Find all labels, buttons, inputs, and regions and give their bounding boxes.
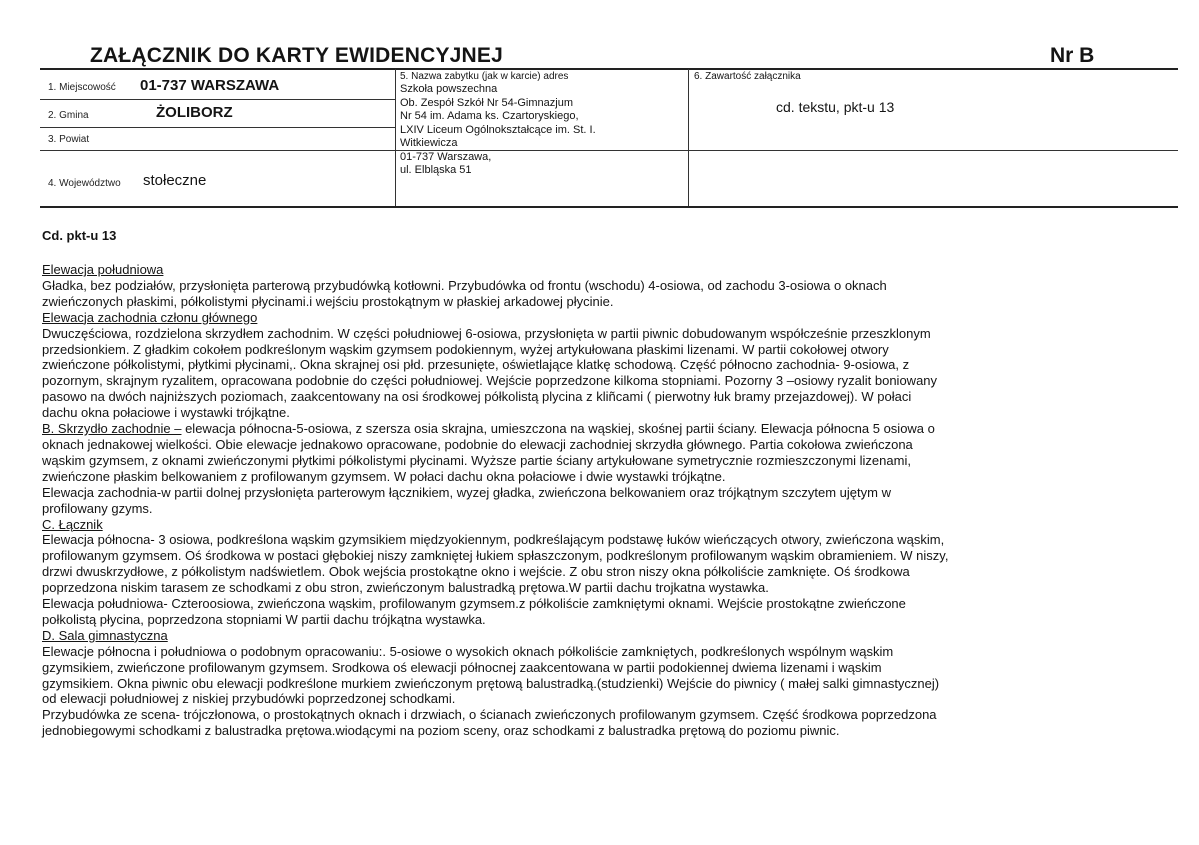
subsection-heading [42, 421, 1142, 437]
nazwa-zabytku-label: 5. Nazwa zabytku (jak w karcie) adres [400, 71, 569, 82]
miejscowosc-value: 01-737 WARSZAWA [140, 77, 280, 94]
body-text [42, 262, 1142, 739]
nazwa-zabytku-line: Ob. Zespół Szkół Nr 54-Gimnazjum [400, 97, 573, 109]
body-line: poprzedzona niskim tarasem ze schodkami z obu stron, zwieńczonym balustradką prętowa.W partii dachu trojkatna wystawka. [42, 580, 769, 596]
subsection-heading [42, 628, 1142, 644]
body-line: pasowo na dwóch najniższych poziomach, zaakcentowany na osi środkowej półkolistą plycina z kliñcami ( pierwotny łuk bramy przejazdowej). W połaci [42, 389, 912, 405]
row-rule-1 [40, 99, 395, 100]
body-line: Przybudówka ze scena- trójczłonowa, o prostokątnych oknach i drzwiach, o ścianach zwieńczonych profilowanym gzymsem. Część środkowa poprzedzona [42, 707, 937, 723]
body-line: jednobiegowymi schodkami z balustradka prętowa.wiodącymi na poziom sceny, oraz schodkami z balustradka prętową do poziomu piwnic. [42, 723, 840, 739]
gmina-value: ŻOLIBORZ [156, 104, 233, 121]
wojewodztwo-value: stołeczne [143, 172, 207, 189]
subsection-heading [42, 310, 1142, 326]
subsection-heading-text: Elewacja zachodnia członu głównego [42, 309, 258, 325]
body-line: gzymsikiem. Okna piwnic obu elewacji podkreślone murkiem zwieńczonym prętową balustradką.(studzienki) Wejście do piwnicy ( małej salki gimnastycznej) [42, 675, 940, 691]
body-line: dachu okna połaciowe i wystawki trójkątne. [42, 405, 290, 421]
body-line: profilowany gzyms. [42, 500, 153, 516]
body-line: Elewacja północna- 3 osiowa, podkreślona wąskim gzymsikiem międzyokiennym, podkreślającym podstawę łuków wieńczących otwory, zwieńczona wąskim, [42, 532, 945, 548]
subsection-heading [42, 517, 1142, 533]
body-line: drzwi dwuskrzydłowe, z półkolistym nadświetlem. Obok wejścia prostokątne okno i wejście. Z obu stron niszy okna półkoliście zamknięte. Oś środkowa [42, 564, 910, 580]
body-line-rest: elewacja północna-5-osiowa, z szersza osia skrajna, umieszczona na wąskiej, skośnej partii ściany. Elewacja północna 5 osiowa o [181, 421, 935, 437]
document-title: ZAŁĄCZNIK DO KARTY EWIDENCYJNEJ [90, 44, 504, 67]
body-line: Elewacja południowa- Czteroosiowa, zwieńczona wąskim, profilowanym gzymsem.z półkoliście zamkniętymi oknami. Wejście prostokątne zwieńczone [42, 596, 906, 612]
body-line: oknach jednakowej wielkości. Obie elewacje jednakowo opracowane, podobnie do elewacji zachodniej skrzydła głównego. Partia cokołowa zwieńczona [42, 436, 913, 452]
subsection-heading-text: C. Łącznik [42, 516, 103, 532]
zawartosc-value: cd. tekstu, pkt-u 13 [776, 99, 895, 115]
subsection-heading-text: Elewacja południowa [42, 262, 164, 277]
miejscowosc-label: 1. Miejscowość [48, 82, 116, 93]
body-line: Elewacje północna i południowa o podobnym opracowaniu:. 5-osiowe o wysokich oknach półkoliście zamkniętych, podkreślonych wspólnym wąskim [42, 643, 894, 659]
top-rule [40, 68, 1178, 70]
subsection-heading [42, 262, 1142, 278]
document-number: Nr B [1050, 44, 1095, 67]
zawartosc-label: 6. Zawartość załącznika [694, 71, 801, 82]
body-line: Elewacja zachodnia-w partii dolnej przysłonięta parterowym łącznikiem, wyzej gładka, zwieńczona belkowaniem oraz trójkątnym szczytem ujętym w [42, 484, 891, 500]
subsection-heading-text: D. Sala gimnastyczna [42, 627, 168, 643]
powiat-label: 3. Powiat [48, 134, 90, 145]
nazwa-zabytku-line: LXIV Liceum Ogólnokształcące im. St. I. [400, 124, 596, 136]
body-line: gzymsikiem, zwieńczone profilowanym gzymsem. Srodkowa oś elewacji północnej zaakcentowana w partii podokiennej dwiema lizenami i wąskim [42, 659, 882, 675]
nazwa-zabytku-line: ul. Elbląska 51 [400, 164, 472, 176]
body-line: pozornym, skrajnym ryzalitem, opracowana podobnie do części południowej. Wejście poprzedzone kilkoma stopniami. Pozorny 3 –osiowy ryzalit boniowany [42, 373, 938, 389]
wojewodztwo-label: 4. Województwo [48, 178, 121, 189]
subsection-heading-text: B. Skrzydło zachodnie – [42, 421, 182, 437]
body-line: zwieńczonych płaskimi, półkolistymi płycinami.i wejściu prostokątnym w płaskiej arkadowej płycinie. [42, 293, 614, 309]
nazwa-zabytku-line: Nr 54 im. Adama ks. Czartoryskiego, [400, 110, 579, 122]
body-line: połkolistą płycina, poprzedzona stopniami W partii dachu trójkątna wystawka. [42, 611, 486, 627]
divider-col-2 [688, 69, 689, 206]
section-heading: Cd. pkt-u 13 [42, 228, 117, 243]
nazwa-zabytku-line: Szkoła powszechna [400, 83, 498, 95]
body-line: przedsionkiem. Z gładkim cokołem podkreślonym wąskim gzymsem podokiennym, wyżej artykułowana płaskimi lizenami. W partii cokołowej otwory [42, 341, 889, 357]
gmina-label: 2. Gmina [48, 110, 89, 121]
body-line: wąskim gzymsem, z oknami zwieńczonymi płytkimi półkolistymi płycinami. Wyższe partie ściany artykułowane symetrycznie rozmieszczonymi lizenami, [42, 452, 911, 468]
body-line: Dwuczęściowa, rozdzielona skrzydłem zachodnim. W części południowej 6-osiowa, przysłonięta w partii piwnic dobudowanym współcześnie przeszklonym [42, 325, 931, 341]
row-rule-3 [40, 150, 395, 151]
body-line: zwieńczone płaskim belkowaniem z profilowanym gzymsem. W połaci dachu okna połaciowe i dwie wystawki trójkątne. [42, 468, 726, 484]
divider-col-1 [395, 69, 396, 206]
body-line: profilowanym gzymsem. Oś środkowa w postaci głębokiej niszy zamkniętej łukiem spłaszczonym, podkreślonym profilowanym wąskim obramieniem. W niszy, [42, 548, 949, 564]
nazwa-zabytku-line: 01-737 Warszawa, [400, 151, 492, 163]
nazwa-zabytku-line: Witkiewicza [400, 137, 458, 149]
body-line: Gładka, bez podziałów, przysłonięta parterową przybudówką kotłowni. Przybudówka od frontu (wschodu) 4-osiowa, od zachodu 3-osiowa o oknach [42, 277, 887, 293]
nazwa-zabytku-box [400, 71, 680, 176]
body-line: od elewacji południowej z niskiej przybudówki poprzedzonej schodkami. [42, 691, 456, 707]
bottom-rule [40, 206, 1178, 208]
row-rule-2 [40, 127, 395, 128]
body-line: zwieńczone półkolistymi, płytkimi płycinami,. Okna skrajnej osi płd. przesunięte, oświetlające klatkę schodową. Część północno zachodnia- 9-osiowa, z [42, 357, 910, 373]
